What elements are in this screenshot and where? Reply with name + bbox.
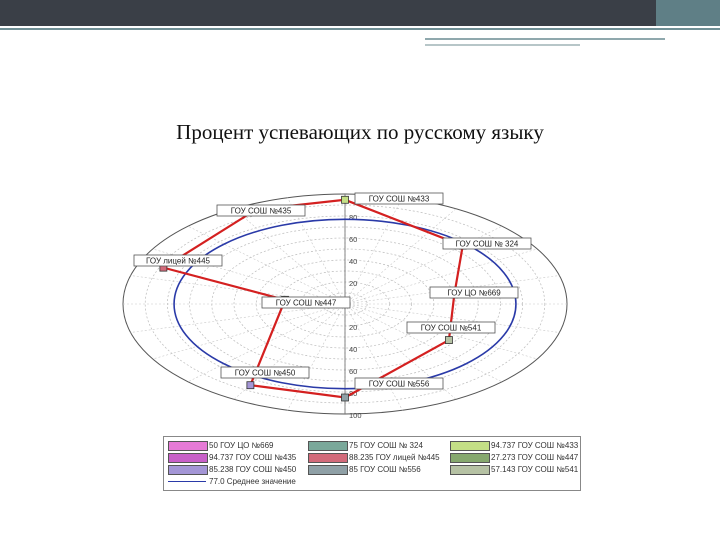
legend-label: 27.273 ГОУ СОШ №447 [491, 453, 579, 462]
axis-tick-label: 60 [349, 235, 358, 244]
axis-tick-label: 100 [349, 411, 362, 420]
callout-label: ГОУ СОШ №450 [234, 368, 296, 378]
axis-tick-label: 40 [349, 257, 358, 266]
callout-label: ГОУ лицей №445 [146, 256, 210, 266]
legend-label: 85 ГОУ СОШ №556 [349, 465, 421, 474]
axis-tick-label: 80 [349, 389, 358, 398]
data-point [247, 382, 254, 389]
axis-tick-label: 60 [349, 367, 358, 376]
grid-spoke [153, 304, 345, 359]
data-point [445, 337, 452, 344]
legend-swatch [450, 465, 490, 475]
data-point [342, 196, 349, 203]
legend-swatch [168, 465, 208, 475]
callout-label: ГОУ СОШ № 324 [455, 239, 519, 249]
callout-label: ГОУ СОШ №541 [420, 323, 482, 333]
legend-swatch [168, 441, 208, 451]
legend-label: 75 ГОУ СОШ № 324 [349, 441, 423, 450]
callout-label: ГОУ СОШ №433 [368, 194, 430, 204]
legend-swatch [168, 453, 208, 463]
chart-legend [163, 436, 581, 491]
axis-tick-label: 80 [349, 213, 358, 222]
callout-label: ГОУ СОШ №447 [275, 298, 337, 308]
legend-swatch [450, 441, 490, 451]
axis-tick-label: 40 [349, 345, 358, 354]
slide-title: Процент успевающих по русскому языку [176, 120, 544, 144]
callout-label: ГОУ СОШ №556 [368, 379, 430, 389]
legend-label: 77.0 Среднее значение [209, 477, 296, 486]
data-point [342, 394, 349, 401]
axis-tick-label: 20 [349, 323, 358, 332]
legend-label: 50 ГОУ ЦО №669 [209, 441, 274, 450]
callout-label: ГОУ ЦО №669 [447, 288, 501, 298]
legend-swatch [308, 465, 348, 475]
legend-label: 85.238 ГОУ СОШ №450 [209, 465, 297, 474]
legend-swatch [450, 453, 490, 463]
axis-tick-label: 20 [349, 279, 358, 288]
legend-label: 88.235 ГОУ лицей №445 [349, 453, 440, 462]
legend-label: 94.737 ГОУ СОШ №435 [209, 453, 297, 462]
legend-swatch [308, 441, 348, 451]
legend-line-swatch [168, 481, 206, 482]
legend-label: 57.143 ГОУ СОШ №541 [491, 465, 579, 474]
legend-swatch [308, 453, 348, 463]
legend-label: 94.737 ГОУ СОШ №433 [491, 441, 579, 450]
callout-label: ГОУ СОШ №435 [230, 206, 292, 216]
